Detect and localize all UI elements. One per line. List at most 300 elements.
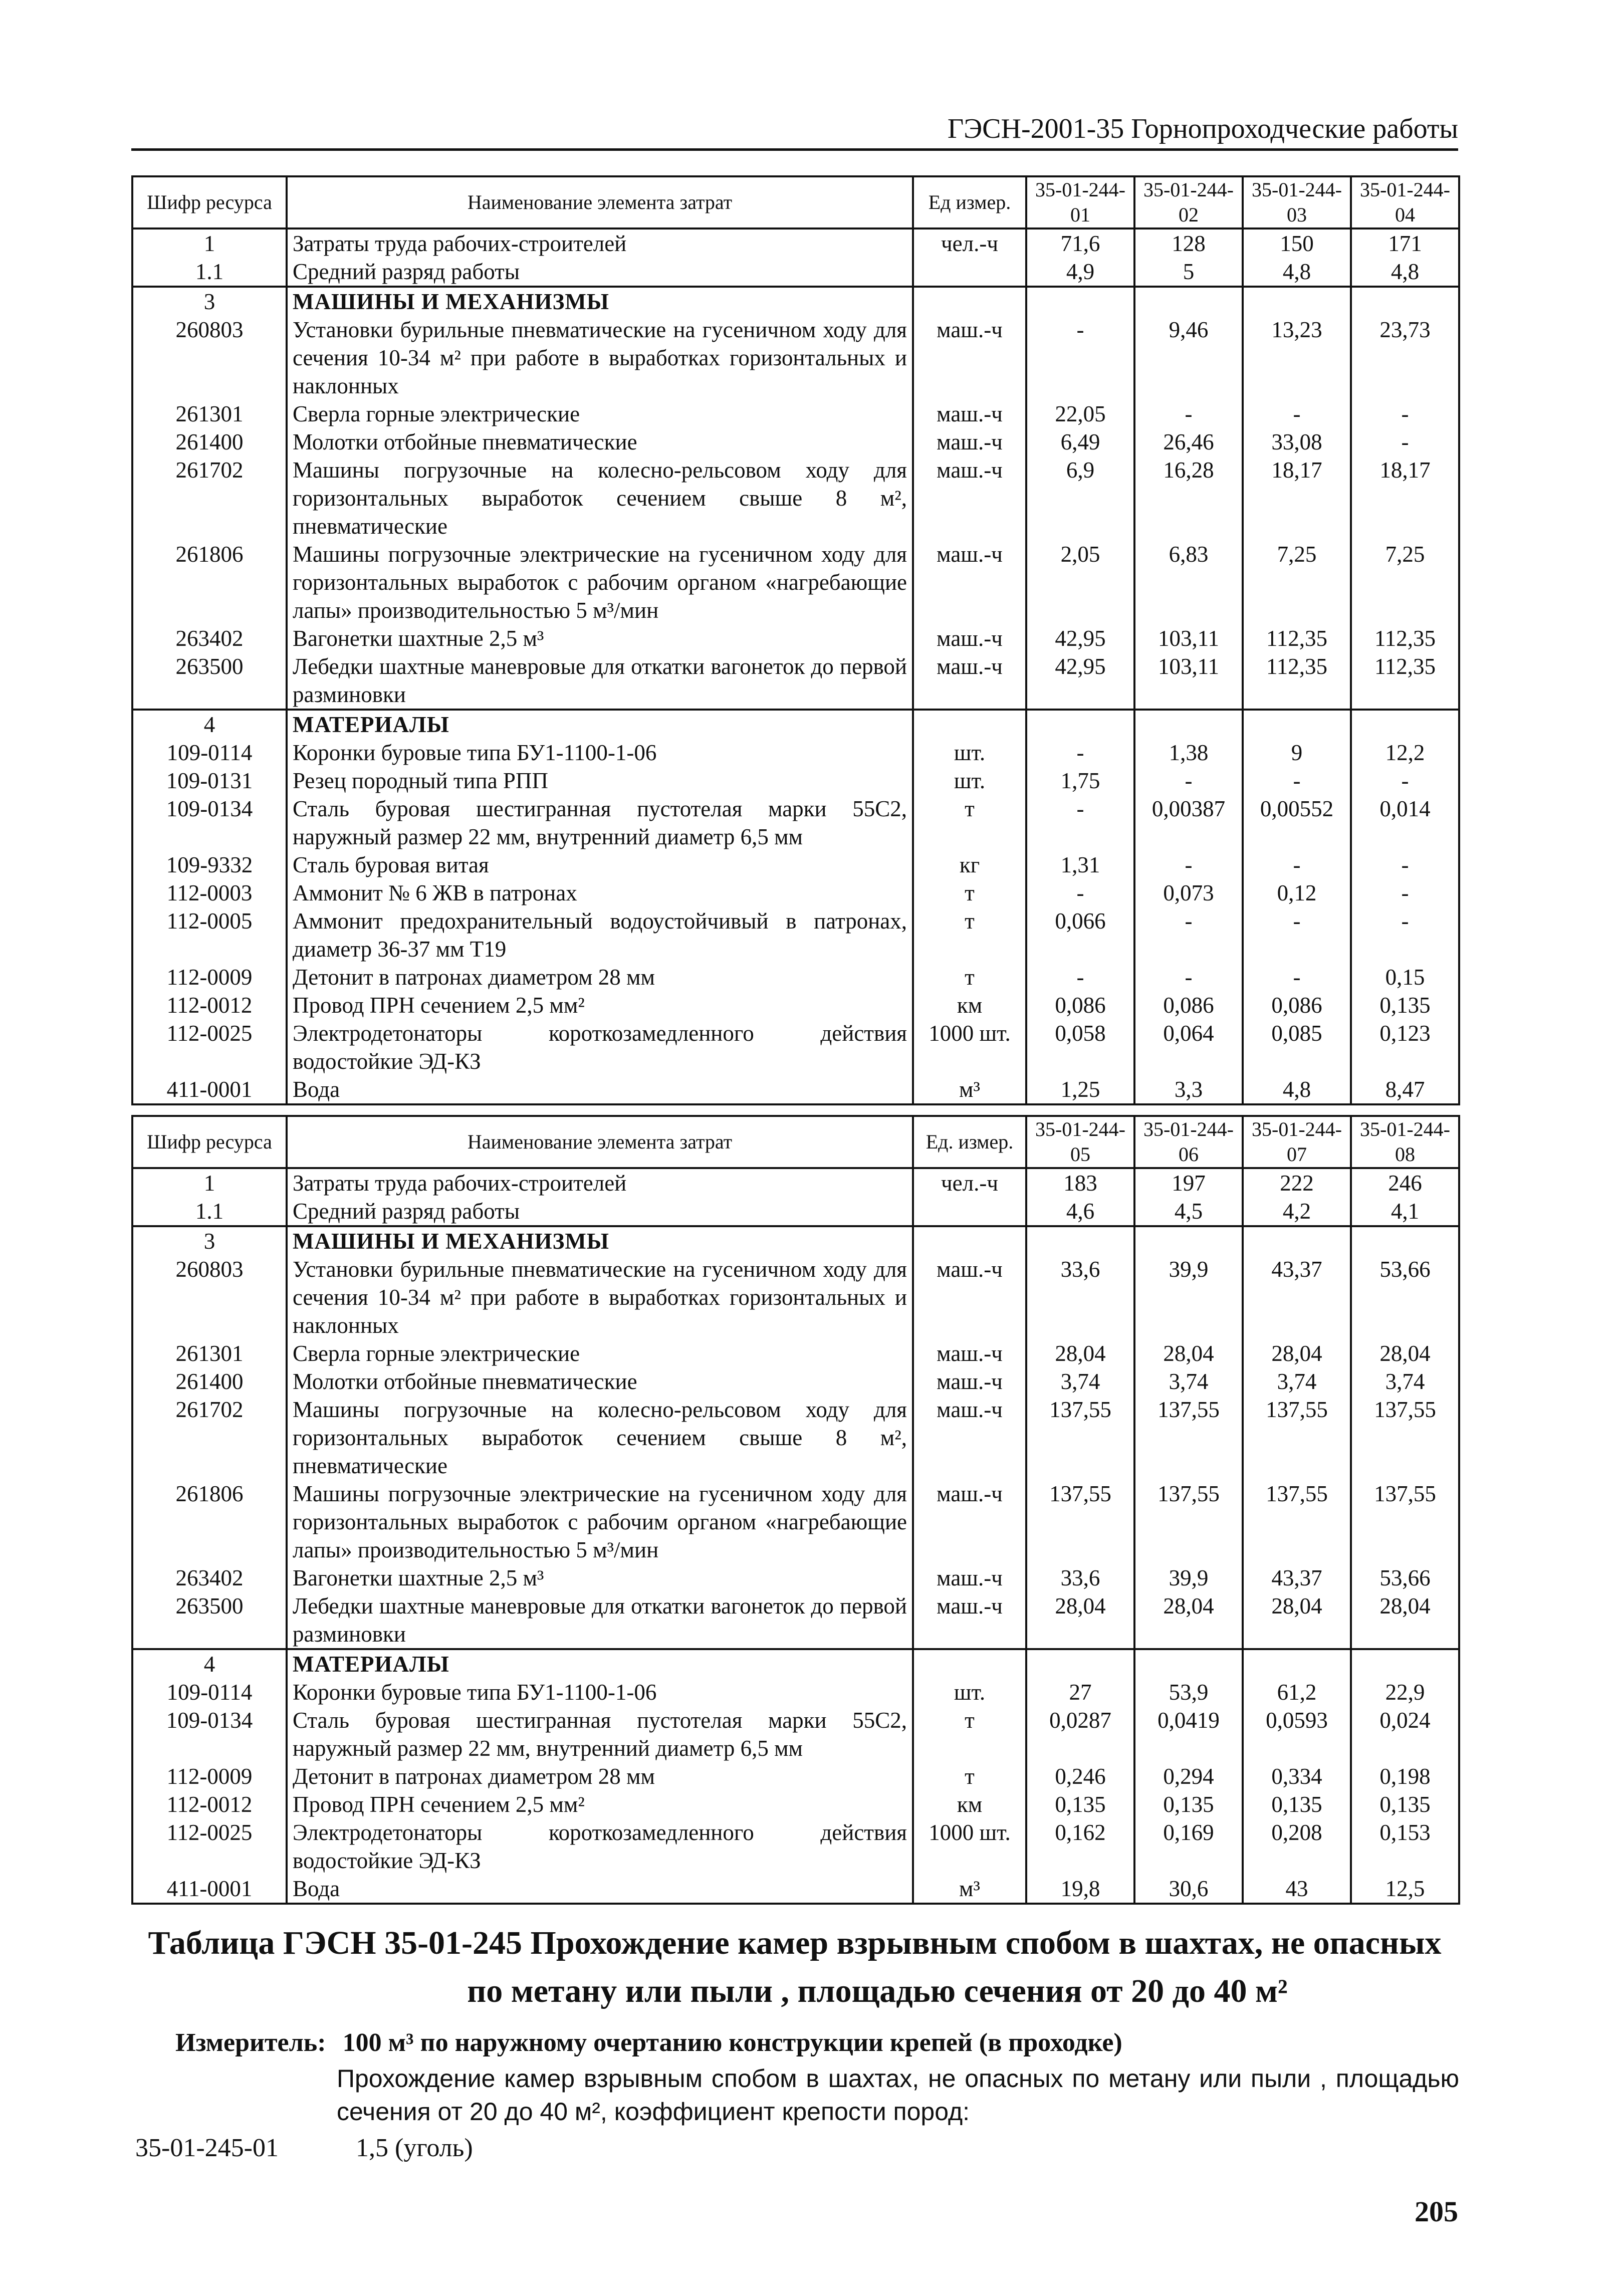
cell-value: 39,9 [1134,1564,1243,1592]
cell-value: 33,6 [1026,1255,1134,1339]
cell-name: Детонит в патронах диаметром 28 мм [287,963,913,991]
cell-value: 6,49 [1026,428,1134,456]
cell-value: 12,5 [1351,1875,1459,1904]
cell-code: 260803 [132,1255,287,1339]
cell-code: 112-0025 [132,1818,287,1875]
cell-name: Машины погрузочные электрические на гусеничном ходу для горизонтальных выработок с рабочим органом «нагребающие лапы» производительностью 5 м³/мин [287,540,913,624]
cell-value: - [1026,316,1134,400]
cell-value: 28,04 [1026,1592,1134,1649]
table-row [132,1255,1459,1339]
cell-unit: маш.-ч [913,456,1026,540]
table-row [132,1367,1459,1396]
cell-unit [913,258,1026,287]
cell-value: 4,5 [1134,1197,1243,1226]
table-row [132,400,1459,428]
cell-value: 0,0419 [1134,1706,1243,1762]
cell-value: 4,8 [1243,258,1351,287]
cell-code: 263500 [132,652,287,710]
header-variant: 35-01-244-07 [1243,1116,1351,1168]
cell-empty [1243,1649,1351,1678]
cell-value: 0,135 [1243,1790,1351,1818]
header-variant: 35-01-244-08 [1351,1116,1459,1168]
cell-unit: шт. [913,767,1026,795]
table-row [132,963,1459,991]
cell-code: 411-0001 [132,1875,287,1904]
cell-empty [1243,1226,1351,1255]
cell-value: 4,1 [1351,1197,1459,1226]
cell-empty [1243,710,1351,739]
cell-section-title: МАТЕРИАЛЫ [287,710,913,739]
cell-value: 0,085 [1243,1019,1351,1075]
cell-value: 28,04 [1351,1592,1459,1649]
cell-name: Машины погрузочные на колесно-рельсовом ходу для горизонтальных выработок сечением свыше 8 м², пневматические [287,1396,913,1480]
header-unit: Ед измер. [913,176,1026,228]
cell-code: 261400 [132,1367,287,1396]
cell-value: 137,55 [1351,1396,1459,1480]
table-body [132,228,1459,1104]
cell-code: 109-0131 [132,767,287,795]
resource-table-244-01-04 [131,175,1460,1105]
table-row [132,428,1459,456]
cell-name: Детонит в патронах диаметром 28 мм [287,1762,913,1790]
cell-code: 261806 [132,1480,287,1564]
cell-value: 128 [1134,228,1243,258]
cell-code: 112-0012 [132,991,287,1019]
cell-code: 1 [132,228,287,258]
cell-value: 33,6 [1026,1564,1134,1592]
cell-value: - [1243,907,1351,963]
cell-value: 3,74 [1134,1367,1243,1396]
resource-table-244-05-08 [131,1115,1460,1905]
cell-code: 411-0001 [132,1075,287,1104]
cell-name: Коронки буровые типа БУ1-1100-1-06 [287,1678,913,1706]
cell-code: 261301 [132,1339,287,1367]
table-header-row [132,1116,1459,1168]
cell-empty [1351,710,1459,739]
cell-code: 263402 [132,624,287,652]
cell-value: 43,37 [1243,1255,1351,1339]
header-variant: 35-01-244-02 [1134,176,1243,228]
cell-value: 22,05 [1026,400,1134,428]
cell-value: 28,04 [1134,1592,1243,1649]
cell-name: Средний разряд работы [287,258,913,287]
cell-value: 1,31 [1026,851,1134,879]
cell-value: 28,04 [1134,1339,1243,1367]
cell-value: 71,6 [1026,228,1134,258]
section-row [132,1649,1459,1678]
cell-value: 0,135 [1351,1790,1459,1818]
cell-unit: т [913,1762,1026,1790]
cell-value: 18,17 [1351,456,1459,540]
cell-unit: маш.-ч [913,540,1026,624]
cell-name: Сверла горные электрические [287,1339,913,1367]
cell-empty [1026,710,1134,739]
cell-value: 0,153 [1351,1818,1459,1875]
cell-value: - [1026,879,1134,907]
cell-value: - [1351,767,1459,795]
cell-value: 137,55 [1026,1396,1134,1480]
cell-value: 28,04 [1243,1339,1351,1367]
cell-value: 4,6 [1026,1197,1134,1226]
header-unit: Ед. измер. [913,1116,1026,1168]
cell-section-title: МАШИНЫ И МЕХАНИЗМЫ [287,287,913,316]
cell-empty [1134,287,1243,316]
cell-value: 0,058 [1026,1019,1134,1075]
cell-value: 0,162 [1026,1818,1134,1875]
cell-value: 1,38 [1134,739,1243,767]
table-row [132,991,1459,1019]
cell-value: 43,37 [1243,1564,1351,1592]
cell-value: 0,00552 [1243,795,1351,851]
header-variant: 35-01-244-04 [1351,176,1459,228]
cell-code: 112-0009 [132,963,287,991]
header-name: Наименование элемента затрат [287,176,913,228]
cell-value: 0,135 [1026,1790,1134,1818]
page-header: ГЭСН-2001-35 Горнопроходческие работы [131,109,1458,151]
cell-value: 5 [1134,258,1243,287]
cell-unit: кг [913,851,1026,879]
cell-value: 137,55 [1026,1480,1134,1564]
cell-unit: т [913,963,1026,991]
cell-empty [1026,1649,1134,1678]
cell-value: 28,04 [1243,1592,1351,1649]
cell-value: 27 [1026,1678,1134,1706]
cell-code: 261702 [132,456,287,540]
cell-value: 0,00387 [1134,795,1243,851]
cell-unit: маш.-ч [913,1396,1026,1480]
table-header-row [132,176,1459,228]
cell-name: Установки бурильные пневматические на гусеничном ходу для сечения 10-34 м² при работе в выработках горизонтальных и наклонных [287,1255,913,1339]
cell-value: 28,04 [1026,1339,1134,1367]
table-title-line-1: Таблица ГЭСН 35-01-245 Прохождение камер взрывным спобом в шахтах, не опасных [148,1925,1442,1961]
cell-name: Резец породный типа РПП [287,767,913,795]
cell-value: - [1351,851,1459,879]
cell-unit: т [913,879,1026,907]
cell-code: 1.1 [132,258,287,287]
table-row [132,540,1459,624]
cell-value: 0,0287 [1026,1706,1134,1762]
cell-unit: 1000 шт. [913,1019,1026,1075]
table-row [132,316,1459,400]
cell-empty [1351,1226,1459,1255]
cell-value: 4,8 [1351,258,1459,287]
cell-value: 0,294 [1134,1762,1243,1790]
cell-value: 171 [1351,228,1459,258]
cell-empty [1351,1649,1459,1678]
cell-name: Молотки отбойные пневматические [287,428,913,456]
cell-value: 43 [1243,1875,1351,1904]
cell-name: Электродетонаторы короткозамедленного действия водостойкие ЭД-КЗ [287,1019,913,1075]
cell-value: 33,08 [1243,428,1351,456]
cell-unit: км [913,991,1026,1019]
cell-unit: маш.-ч [913,1564,1026,1592]
cell-unit: маш.-ч [913,316,1026,400]
cell-value: 246 [1351,1168,1459,1197]
cell-unit: шт. [913,1678,1026,1706]
cell-value: 7,25 [1351,540,1459,624]
cell-value: 3,74 [1243,1367,1351,1396]
cell-value: 0,086 [1134,991,1243,1019]
cell-empty [913,1649,1026,1678]
cell-value: 19,8 [1026,1875,1134,1904]
table-row [132,739,1459,767]
header-variant: 35-01-244-05 [1026,1116,1134,1168]
cell-value: 42,95 [1026,624,1134,652]
cell-value: 53,66 [1351,1564,1459,1592]
cell-unit: 1000 шт. [913,1818,1026,1875]
cell-value: 0,086 [1026,991,1134,1019]
work-description: Прохождение камер взрывным спобом в шахтах, не опасных по метану или пыли , площадью сечения от 20 до 40 м², коэффициент крепости пород: [337,2064,1459,2126]
cell-value: 137,55 [1243,1396,1351,1480]
cell-code: 112-0009 [132,1762,287,1790]
cell-code: 4 [132,710,287,739]
cell-name: Сталь буровая витая [287,851,913,879]
cell-name: Вагонетки шахтные 2,5 м³ [287,624,913,652]
cell-value: 0,024 [1351,1706,1459,1762]
cell-value: - [1134,400,1243,428]
cell-value: - [1243,851,1351,879]
table-row [132,879,1459,907]
code-entry-value: 1,5 (уголь) [356,2134,473,2162]
cell-value: 4,8 [1243,1075,1351,1104]
cell-value: 0,198 [1351,1762,1459,1790]
cell-code: 3 [132,1226,287,1255]
code-entry [135,2132,1438,2164]
cell-value: 0,066 [1026,907,1134,963]
cell-value: 112,35 [1243,624,1351,652]
cell-value: 0,12 [1243,879,1351,907]
header-variant: 35-01-244-03 [1243,176,1351,228]
table-row [132,228,1459,258]
cell-value: 0,064 [1134,1019,1243,1075]
cell-code: 112-0012 [132,1790,287,1818]
cell-value: 9 [1243,739,1351,767]
cell-value: 53,9 [1134,1678,1243,1706]
header-name: Наименование элемента затрат [287,1116,913,1168]
code-entry-code: 35-01-245-01 [135,2134,279,2162]
cell-value: - [1351,879,1459,907]
meter-line [175,2027,1458,2059]
cell-code: 261702 [132,1396,287,1480]
cell-value: - [1243,767,1351,795]
table-row [132,258,1459,287]
cell-value: 6,83 [1134,540,1243,624]
cell-value: 53,66 [1351,1255,1459,1339]
cell-unit: т [913,907,1026,963]
cell-unit: маш.-ч [913,1367,1026,1396]
cell-value: 1,25 [1026,1075,1134,1104]
table-row [132,851,1459,879]
cell-name: Установки бурильные пневматические на гусеничном ходу для сечения 10-34 м² при работе в выработках горизонтальных и наклонных [287,316,913,400]
cell-unit: маш.-ч [913,428,1026,456]
cell-section-title: МАШИНЫ И МЕХАНИЗМЫ [287,1226,913,1255]
cell-value: 103,11 [1134,652,1243,710]
cell-value: 0,208 [1243,1818,1351,1875]
cell-value: 0,0593 [1243,1706,1351,1762]
cell-value: 3,74 [1351,1367,1459,1396]
cell-name: Электродетонаторы короткозамедленного действия водостойкие ЭД-КЗ [287,1818,913,1875]
cell-value: - [1134,907,1243,963]
cell-name: Аммонит № 6 ЖВ в патронах [287,879,913,907]
cell-value: - [1243,963,1351,991]
cell-unit: т [913,1706,1026,1762]
cell-value: 16,28 [1134,456,1243,540]
table-title-line-2: по метану или пыли , площадью сечения от 20 до 40 м² [467,1973,1288,2009]
section-row [132,710,1459,739]
table-body [132,1168,1459,1904]
cell-unit: маш.-ч [913,400,1026,428]
cell-value: 112,35 [1351,652,1459,710]
cell-unit: т [913,795,1026,851]
cell-value: 22,9 [1351,1678,1459,1706]
cell-value: 0,135 [1134,1790,1243,1818]
cell-unit: маш.-ч [913,652,1026,710]
cell-value: 28,04 [1351,1339,1459,1367]
cell-name: Вагонетки шахтные 2,5 м³ [287,1564,913,1592]
table-title [131,1919,1458,2015]
cell-name: Сверла горные электрические [287,400,913,428]
cell-name: Провод ПРН сечением 2,5 мм² [287,991,913,1019]
table-row [132,1875,1459,1904]
cell-value: - [1134,767,1243,795]
cell-value: 4,2 [1243,1197,1351,1226]
cell-value: 112,35 [1243,652,1351,710]
cell-value: 137,55 [1243,1480,1351,1564]
cell-value: 137,55 [1134,1480,1243,1564]
cell-value: 26,46 [1134,428,1243,456]
cell-code: 263500 [132,1592,287,1649]
cell-code: 109-0134 [132,795,287,851]
cell-name: Вода [287,1075,913,1104]
cell-unit: м³ [913,1075,1026,1104]
cell-unit: маш.-ч [913,1339,1026,1367]
cell-code: 112-0003 [132,879,287,907]
cell-empty [1134,1226,1243,1255]
cell-value: 18,17 [1243,456,1351,540]
cell-value: 0,014 [1351,795,1459,851]
table-row [132,1592,1459,1649]
cell-code: 109-0114 [132,739,287,767]
cell-value: 137,55 [1134,1396,1243,1480]
cell-code: 261301 [132,400,287,428]
table-row [132,767,1459,795]
cell-value: 8,47 [1351,1075,1459,1104]
cell-value: 30,6 [1134,1875,1243,1904]
cell-value: 6,9 [1026,456,1134,540]
table-row [132,652,1459,710]
cell-name: Сталь буровая шестигранная пустотелая марки 55С2, наружный размер 22 мм, внутренний диаметр 6,5 мм [287,795,913,851]
header-variant: 35-01-244-06 [1134,1116,1243,1168]
cell-value: 3,3 [1134,1075,1243,1104]
cell-unit: маш.-ч [913,1480,1026,1564]
table-row [132,1168,1459,1197]
header-code: Шифр ресурса [132,176,287,228]
header-variant: 35-01-244-01 [1026,176,1134,228]
table-row [132,1019,1459,1075]
cell-name: Затраты труда рабочих-строителей [287,228,913,258]
cell-value: 9,46 [1134,316,1243,400]
cell-code: 260803 [132,316,287,400]
cell-code: 109-0134 [132,1706,287,1762]
table-row [132,1762,1459,1790]
meter-value: 100 м³ по наружному очертанию конструкции крепей (в проходке) [342,2028,1122,2057]
cell-unit: шт. [913,739,1026,767]
cell-value: 61,2 [1243,1678,1351,1706]
cell-value: - [1026,795,1134,851]
cell-value: 183 [1026,1168,1134,1197]
cell-code: 1.1 [132,1197,287,1226]
cell-section-title: МАТЕРИАЛЫ [287,1649,913,1678]
table-row [132,1197,1459,1226]
cell-value: 2,05 [1026,540,1134,624]
cell-unit: чел.-ч [913,228,1026,258]
cell-value: 4,9 [1026,258,1134,287]
cell-empty [1134,710,1243,739]
cell-value: 137,55 [1351,1480,1459,1564]
cell-value: 0,169 [1134,1818,1243,1875]
cell-name: Вода [287,1875,913,1904]
cell-value: 103,11 [1134,624,1243,652]
page-number: 205 [1415,2195,1458,2228]
cell-empty [1351,287,1459,316]
cell-value: 7,25 [1243,540,1351,624]
cell-value: 39,9 [1134,1255,1243,1339]
cell-name: Машины погрузочные на колесно-рельсовом ходу для горизонтальных выработок сечением свыше 8 м², пневматические [287,456,913,540]
cell-name: Аммонит предохранительный водоустойчивый в патронах, диаметр 36-37 мм Т19 [287,907,913,963]
cell-empty [913,1226,1026,1255]
meter-label: Измеритель: [175,2028,326,2057]
table-row [132,1818,1459,1875]
cell-code: 263402 [132,1564,287,1592]
table-row [132,1790,1459,1818]
cell-value: 3,74 [1026,1367,1134,1396]
cell-value: 0,086 [1243,991,1351,1019]
cell-unit: чел.-ч [913,1168,1026,1197]
cell-unit: маш.-ч [913,1592,1026,1649]
cell-value: 0,135 [1351,991,1459,1019]
cell-empty [913,287,1026,316]
section-row [132,287,1459,316]
cell-value: - [1026,963,1134,991]
cell-name: Затраты труда рабочих-строителей [287,1168,913,1197]
cell-name: Коронки буровые типа БУ1-1100-1-06 [287,739,913,767]
cell-value: - [1134,851,1243,879]
table-row [132,624,1459,652]
cell-value: 150 [1243,228,1351,258]
cell-code: 109-9332 [132,851,287,879]
cell-code: 112-0025 [132,1019,287,1075]
table-row [132,1706,1459,1762]
table-row [132,1678,1459,1706]
cell-code: 261806 [132,540,287,624]
cell-value: 0,123 [1351,1019,1459,1075]
cell-code: 4 [132,1649,287,1678]
cell-value: 42,95 [1026,652,1134,710]
cell-value: - [1351,400,1459,428]
cell-empty [1134,1649,1243,1678]
cell-value: 112,35 [1351,624,1459,652]
cell-code: 109-0114 [132,1678,287,1706]
table-row [132,907,1459,963]
cell-code: 261400 [132,428,287,456]
cell-value: - [1351,428,1459,456]
cell-empty [1026,1226,1134,1255]
cell-value: 0,246 [1026,1762,1134,1790]
cell-value: - [1351,907,1459,963]
cell-unit: м³ [913,1875,1026,1904]
cell-value: 222 [1243,1168,1351,1197]
cell-value: 197 [1134,1168,1243,1197]
